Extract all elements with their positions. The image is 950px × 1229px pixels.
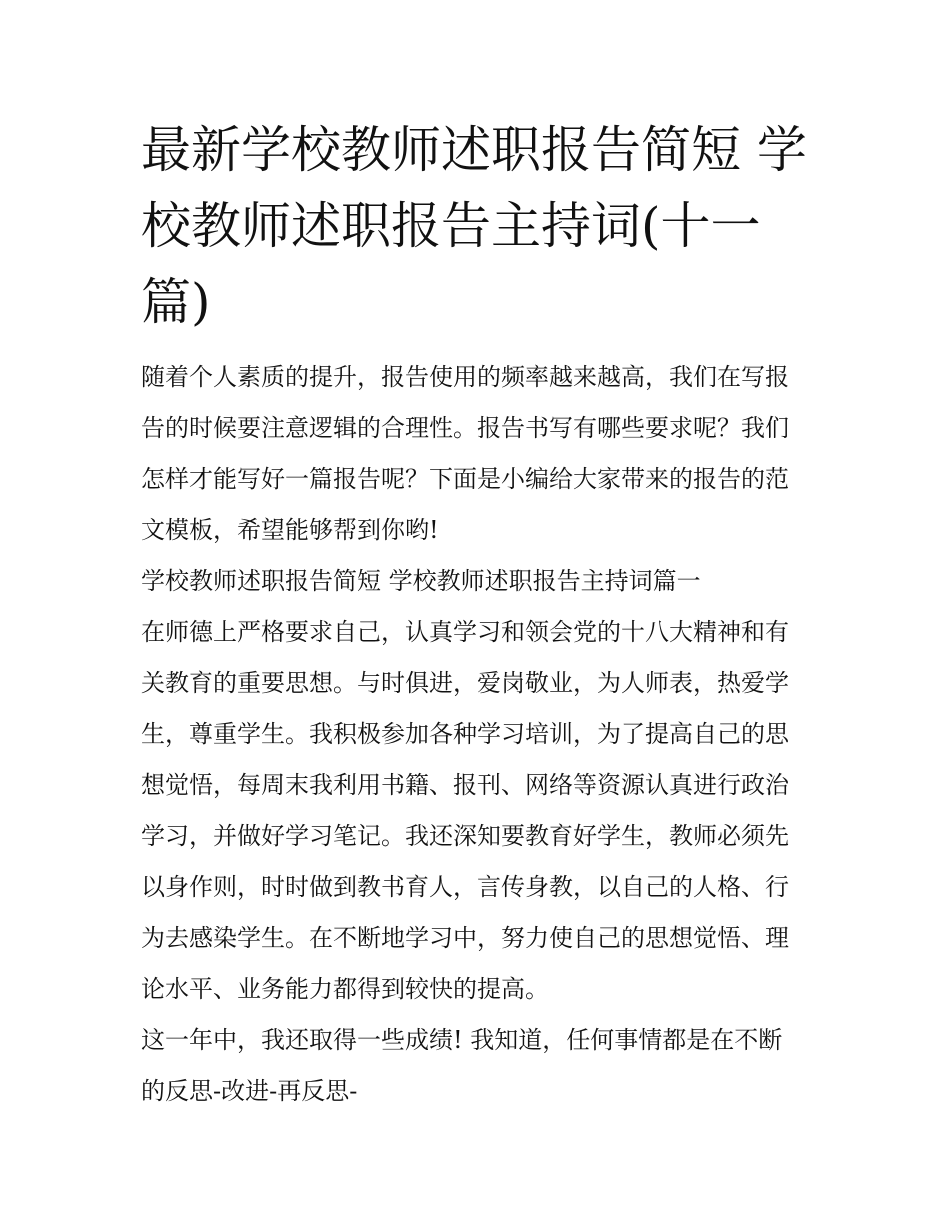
text-line: 为去感染学生。在不断地学习中，努力使自己的思想觉悟、理 bbox=[141, 924, 789, 952]
title-line: 篇) bbox=[141, 273, 211, 331]
body-paragraph-1 bbox=[141, 607, 813, 1015]
text-line: 论水平、业务能力都得到较快的提高。 bbox=[141, 975, 549, 1003]
body-paragraph-2 bbox=[141, 1015, 813, 1117]
title-line: 最新学校教师述职报告简短 学 bbox=[141, 121, 807, 179]
text-line: 关教育的重要思想。与时俱进，爱岗敬业，为人师表，热爱学 bbox=[141, 669, 789, 697]
text-line: 的反思-改进-再反思- bbox=[141, 1077, 358, 1105]
text-line: 怎样才能写好一篇报告呢？下面是小编给大家带来的报告的范 bbox=[141, 465, 789, 493]
section-heading bbox=[141, 556, 813, 607]
text-line: 生，尊重学生。我积极参加各种学习培训，为了提高自己的思 bbox=[141, 720, 789, 748]
title-line: 校教师述职报告主持词(十一 bbox=[141, 197, 761, 255]
text-line: 告的时候要注意逻辑的合理性。报告书写有哪些要求呢？我们 bbox=[141, 414, 789, 442]
intro-paragraph bbox=[141, 352, 813, 556]
text-line: 随着个人素质的提升，报告使用的频率越来越高，我们在写报 bbox=[141, 363, 789, 391]
text-line: 以身作则，时时做到教书育人，言传身教，以自己的人格、行 bbox=[141, 873, 789, 901]
text-line: 文模板，希望能够帮到你哟! bbox=[141, 516, 439, 544]
text-line: 这一年中，我还取得一些成绩! 我知道，任何事情都是在不断 bbox=[141, 1026, 783, 1054]
document-content bbox=[141, 112, 813, 1117]
text-line: 在师德上严格要求自己，认真学习和领会党的十八大精神和有 bbox=[141, 618, 789, 646]
text-line: 想觉悟，每周末我利用书籍、报刊、网络等资源认真进行政治 bbox=[141, 771, 789, 799]
text-line: 学习，并做好学习笔记。我还深知要教育好学生，教师必须先 bbox=[141, 822, 789, 850]
document-title bbox=[141, 112, 813, 340]
text-line: 学校教师述职报告简短 学校教师述职报告主持词篇一 bbox=[141, 567, 701, 595]
